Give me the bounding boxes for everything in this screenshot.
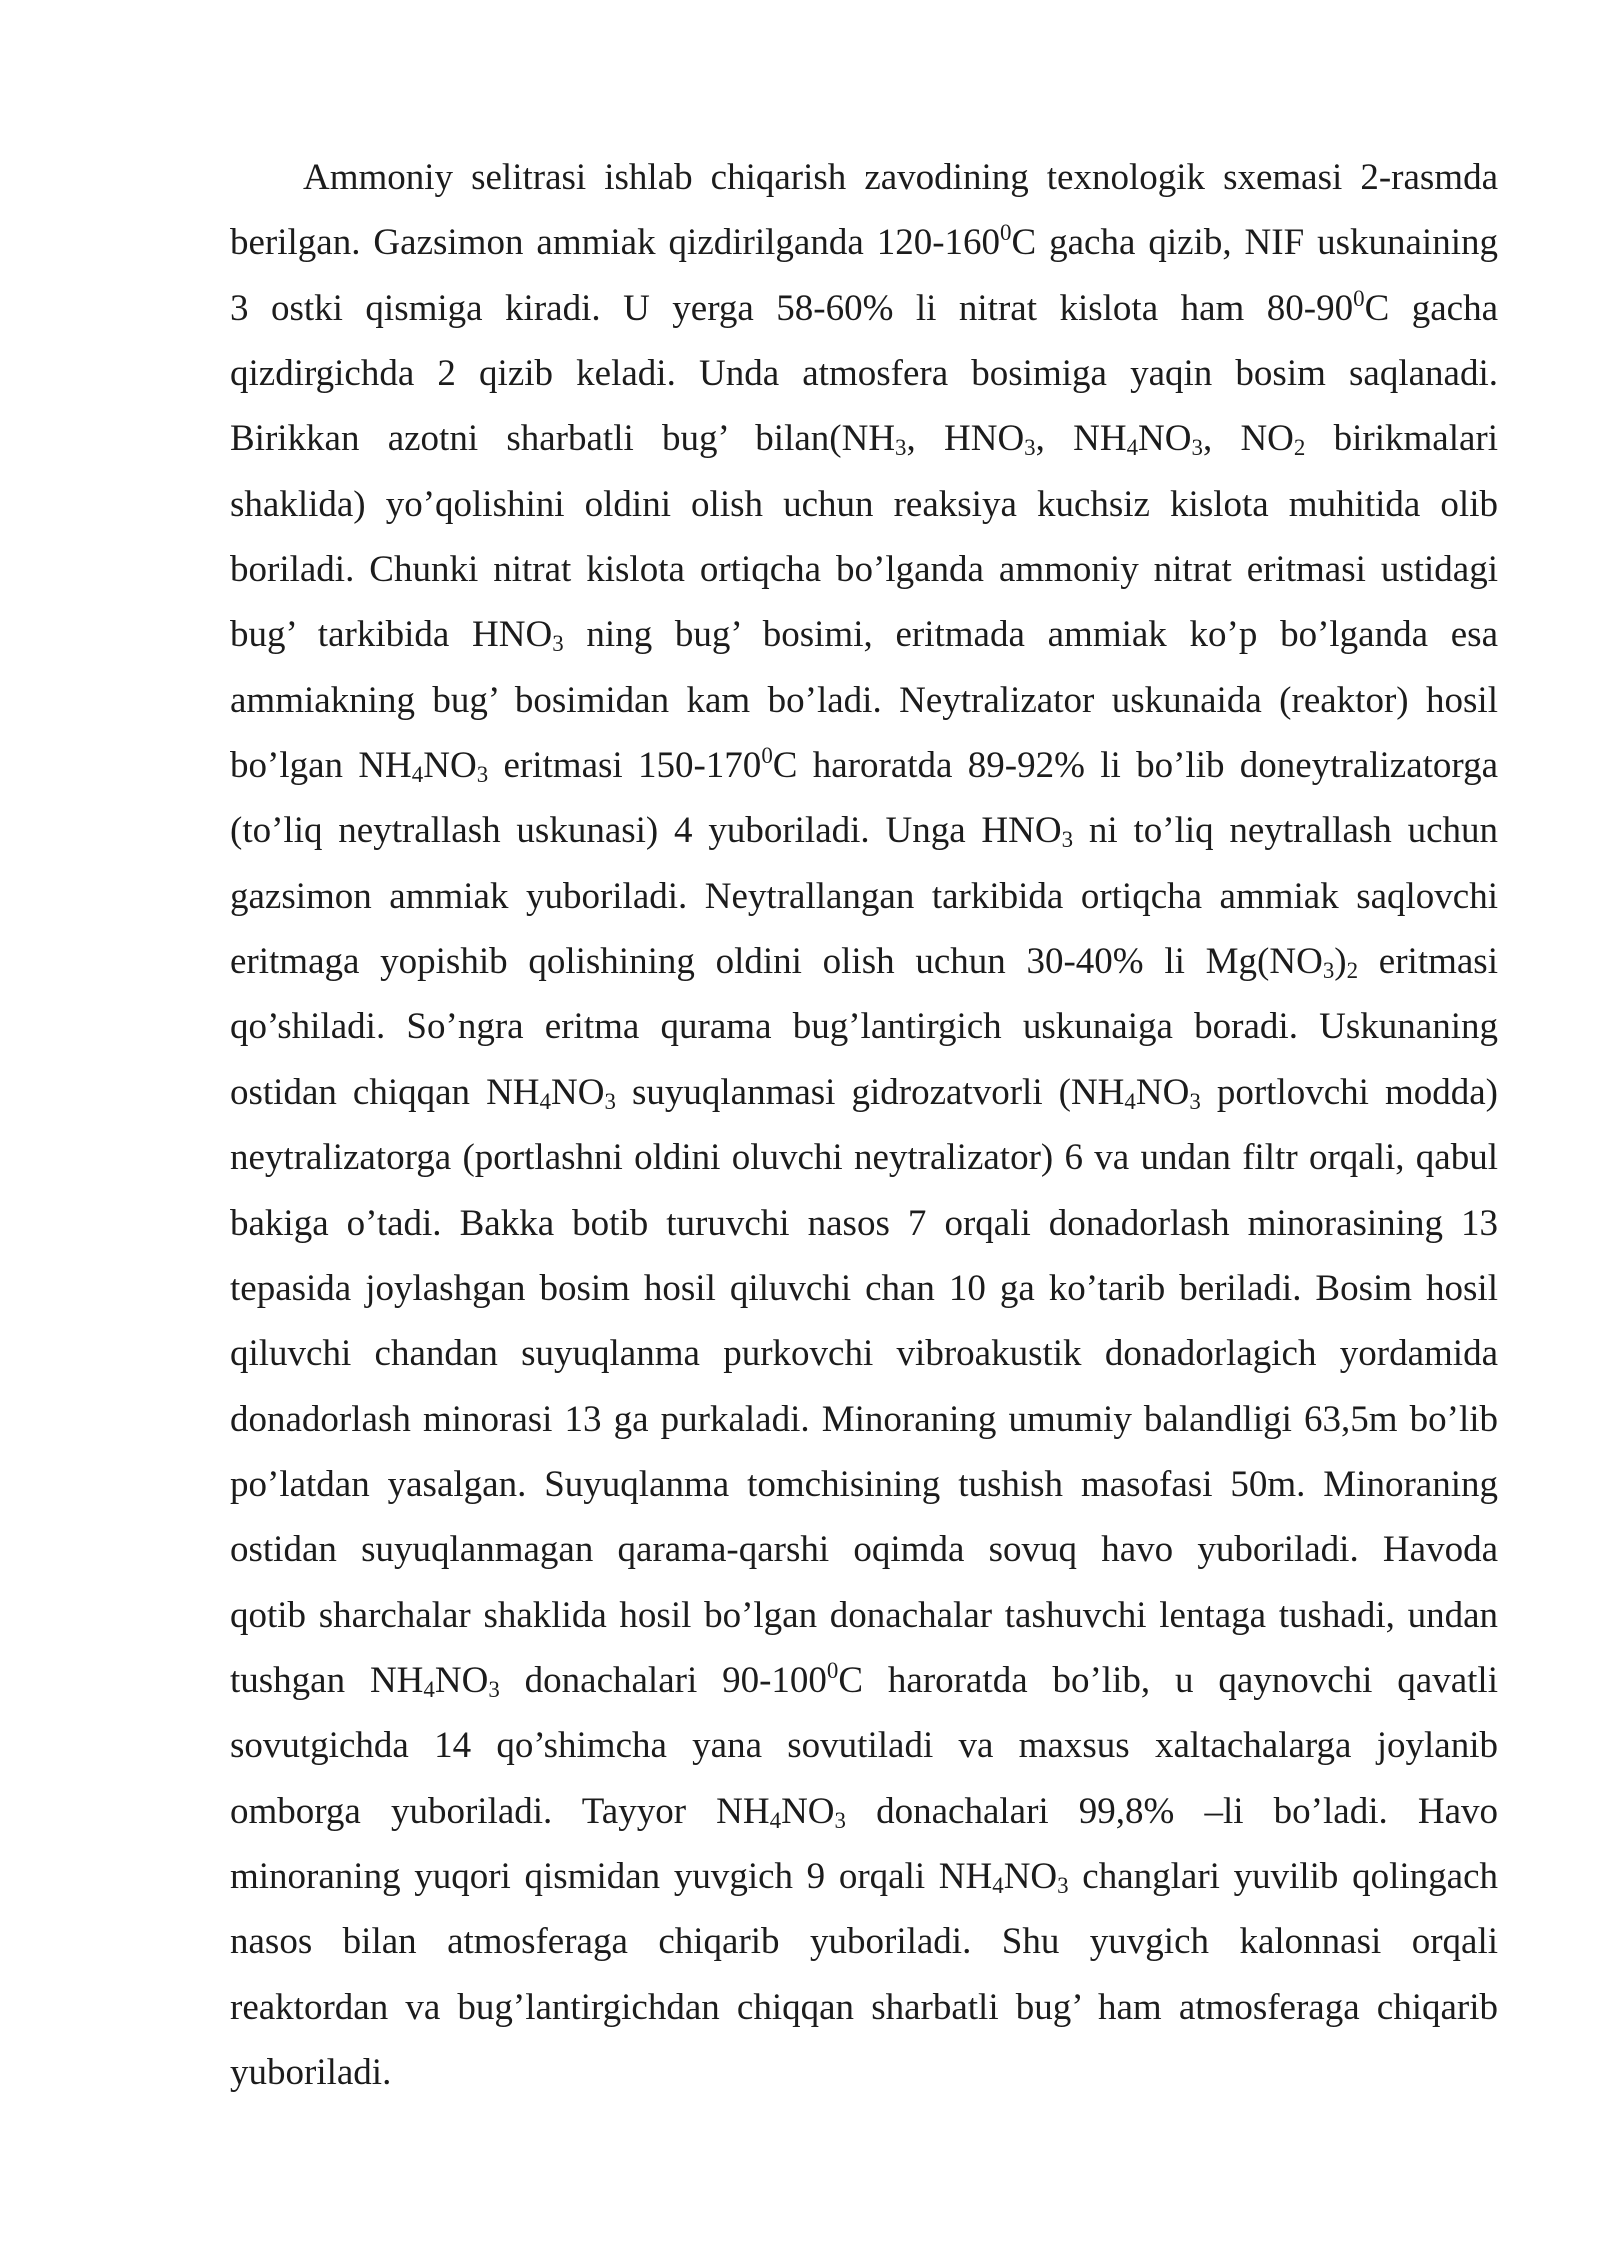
subscript: 4 <box>769 1807 782 1833</box>
text-run: Birikkan azotni sharbatli bug’ bilan(NH <box>230 418 896 460</box>
subscript: 3 <box>1189 1088 1201 1114</box>
text-run: boriladi. Chunki nitrat kislota ortiqcha bo’lganda ammoniy nitrat eritmasi ustidagi <box>230 549 1498 591</box>
subscript: 3 <box>488 1676 500 1702</box>
subscript: 4 <box>992 1872 1004 1898</box>
text-line <box>230 798 1498 863</box>
text-line <box>230 537 1498 602</box>
text-run: neytralizatorga (portlashni oldini oluvchi neytralizator) 6 va undan filtr orqali, qabul <box>230 1137 1498 1179</box>
text-run: NO <box>1003 1855 1058 1897</box>
text-line <box>230 210 1498 275</box>
text-run: bakiga o’tadi. Bakka botib turuvchi nasos 7 orqali donadorlash minorasining 13 <box>230 1202 1498 1244</box>
subscript: 3 <box>1024 435 1036 461</box>
subscript: 2 <box>1293 435 1306 461</box>
text-run: changlari yuvilib qolingach <box>1068 1855 1498 1897</box>
text-run: NO <box>434 1659 489 1701</box>
subscript: 3 <box>1191 435 1203 461</box>
text-run: 3 ostki qismiga kiradi. U yerga 58-60% li nitrat kislota ham 80-90 <box>230 287 1354 329</box>
text-line <box>230 1517 1498 1582</box>
text-line <box>230 929 1498 994</box>
text-run: C haroratda 89-92% li bo’lib doneytralizatorga <box>772 745 1498 787</box>
text-run: nasos bilan atmosferaga chiqarib yuboriladi. Shu yuvgich kalonnasi orqali <box>230 1921 1498 1963</box>
text-run: minoraning yuqori qismidan yuvgich 9 orqali NH <box>230 1855 993 1897</box>
text-run: qotib sharchalar shaklida hosil bo’lgan donachalar tashuvchi lentaga tushadi, undan <box>230 1594 1498 1636</box>
text-line <box>230 668 1498 733</box>
text-run: bug’ tarkibida HNO <box>230 614 553 656</box>
subscript: 3 <box>895 435 907 461</box>
text-run: eritmaga yopishib qolishining oldini olish uchun 30-40% li Mg(NO <box>230 941 1323 983</box>
text-line <box>230 276 1498 341</box>
subscript: 3 <box>552 631 564 657</box>
text-run: ning bug’ bosimi, eritmada ammiak ko’p bo’lganda esa <box>563 614 1499 656</box>
text-line <box>230 1256 1498 1321</box>
text-run: qo’shiladi. So’ngra eritma qurama bug’lantirgich uskunaiga boradi. Uskunaning <box>230 1006 1498 1048</box>
text-run: donachalari 90-100 <box>499 1659 827 1701</box>
subscript: 2 <box>1346 958 1359 984</box>
text-line <box>230 1583 1498 1648</box>
subscript: 3 <box>1061 827 1074 853</box>
body-paragraph <box>230 145 1498 2105</box>
text-run: ostidan chiqqan NH <box>230 1071 540 1113</box>
text-line <box>230 1452 1498 1517</box>
text-run: NO <box>781 1790 835 1832</box>
text-run: C gacha <box>1364 287 1499 329</box>
text-run: (to’liq neytrallash uskunasi) 4 yuboriladi. Unga HNO <box>230 810 1062 852</box>
text-line <box>230 994 1498 1059</box>
text-line <box>230 1387 1498 1452</box>
text-line <box>230 145 1498 210</box>
text-run: NO <box>551 1071 605 1113</box>
subscript: 3 <box>1322 958 1335 984</box>
subscript: 4 <box>423 1676 435 1702</box>
text-line <box>230 733 1498 798</box>
text-line <box>230 1975 1498 2040</box>
text-run: qiluvchi chandan suyuqlanma purkovchi vibroakustik donadorlagich yordamida <box>230 1333 1498 1375</box>
text-run: po’latdan yasalgan. Suyuqlanma tomchisining tushish masofasi 50m. Minoraning <box>230 1463 1498 1505</box>
text-line <box>230 1321 1498 1386</box>
text-line <box>230 602 1498 667</box>
text-line <box>230 1713 1498 1778</box>
text-run: NO <box>1135 1071 1190 1113</box>
text-run: NO <box>423 745 477 787</box>
text-run: eritmasi <box>1358 941 1498 983</box>
text-run: portlovchi modda) <box>1200 1071 1498 1113</box>
subscript: 4 <box>1124 1088 1136 1114</box>
text-run: , NO <box>1202 418 1294 460</box>
subscript: 4 <box>411 762 424 788</box>
text-line <box>230 1779 1498 1844</box>
superscript: 0 <box>1353 285 1365 311</box>
text-run: birikmalari <box>1305 418 1498 460</box>
subscript: 4 <box>539 1088 551 1114</box>
text-line <box>230 1844 1498 1909</box>
text-run: bo’lgan NH <box>230 745 412 787</box>
text-run: NO <box>1138 418 1192 460</box>
text-run: ) <box>1334 941 1347 983</box>
subscript: 4 <box>1126 435 1139 461</box>
subscript: 3 <box>834 1807 846 1833</box>
text-run: ammiakning bug’ bosimidan kam bo’ladi. Neytralizator uskunaida (reaktor) hosil <box>230 679 1498 721</box>
superscript: 0 <box>761 742 773 768</box>
text-line <box>230 1648 1498 1713</box>
text-run: , NH <box>1035 418 1127 460</box>
text-run: qizdirgichda 2 qizib keladi. Unda atmosfera bosimiga yaqin bosim saqlanadi. <box>230 353 1498 395</box>
text-line <box>230 1909 1498 1974</box>
subscript: 3 <box>604 1088 616 1114</box>
text-run: yuboriladi. <box>230 2051 392 2093</box>
superscript: 0 <box>1000 220 1012 246</box>
text-line <box>230 1191 1498 1256</box>
text-run: C gacha qizib, NIF uskunaining <box>1011 222 1498 264</box>
text-run: ni to’liq neytrallash uchun <box>1073 810 1498 852</box>
text-line <box>230 1060 1498 1125</box>
text-run: suyuqlanmasi gidrozatvorli (NH <box>615 1071 1125 1113</box>
text-run: reaktordan va bug’lantirgichdan chiqqan sharbatli bug’ ham atmosferaga chiqarib <box>230 1986 1498 2028</box>
text-line <box>230 864 1498 929</box>
text-run: shaklida) yo’qolishini oldini olish uchun reaksiya kuchsiz kislota muhitida olib <box>230 483 1498 525</box>
text-run: berilgan. Gazsimon ammiak qizdirilganda 120-160 <box>230 222 1001 264</box>
text-run: donachalari 99,8% –li bo’ladi. Havo <box>845 1790 1498 1832</box>
text-run: C haroratda bo’lib, u qaynovchi qavatli <box>838 1659 1498 1701</box>
text-run: , HNO <box>906 418 1025 460</box>
text-run: tushgan NH <box>230 1659 424 1701</box>
text-line <box>230 341 1498 406</box>
subscript: 3 <box>1057 1872 1069 1898</box>
text-run: omborga yuboriladi. Tayyor NH <box>230 1790 770 1832</box>
text-run: ostidan suyuqlanmagan qarama-qarshi oqimda sovuq havo yuboriladi. Havoda <box>230 1529 1498 1571</box>
text-line <box>230 472 1498 537</box>
superscript: 0 <box>826 1657 839 1683</box>
text-run: Ammoniy selitrasi ishlab chiqarish zavodining texnologik sxemasi 2-rasmda <box>303 157 1498 198</box>
text-line <box>230 2040 1498 2105</box>
subscript: 3 <box>476 762 489 788</box>
text-line <box>230 406 1498 471</box>
text-run: donadorlash minorasi 13 ga purkaladi. Minoraning umumiy balandligi 63,5m bo’lib <box>230 1398 1498 1440</box>
text-line <box>230 1125 1498 1190</box>
text-run: gazsimon ammiak yuboriladi. Neytrallangan tarkibida ortiqcha ammiak saqlovchi <box>230 875 1498 917</box>
text-run: tepasida joylashgan bosim hosil qiluvchi chan 10 ga ko’tarib beriladi. Bosim hosil <box>230 1267 1498 1309</box>
text-run: sovutgichda 14 qo’shimcha yana sovutiladi va maxsus xaltachalarga joylanib <box>230 1725 1498 1767</box>
text-run: eritmasi 150-170 <box>488 745 762 787</box>
